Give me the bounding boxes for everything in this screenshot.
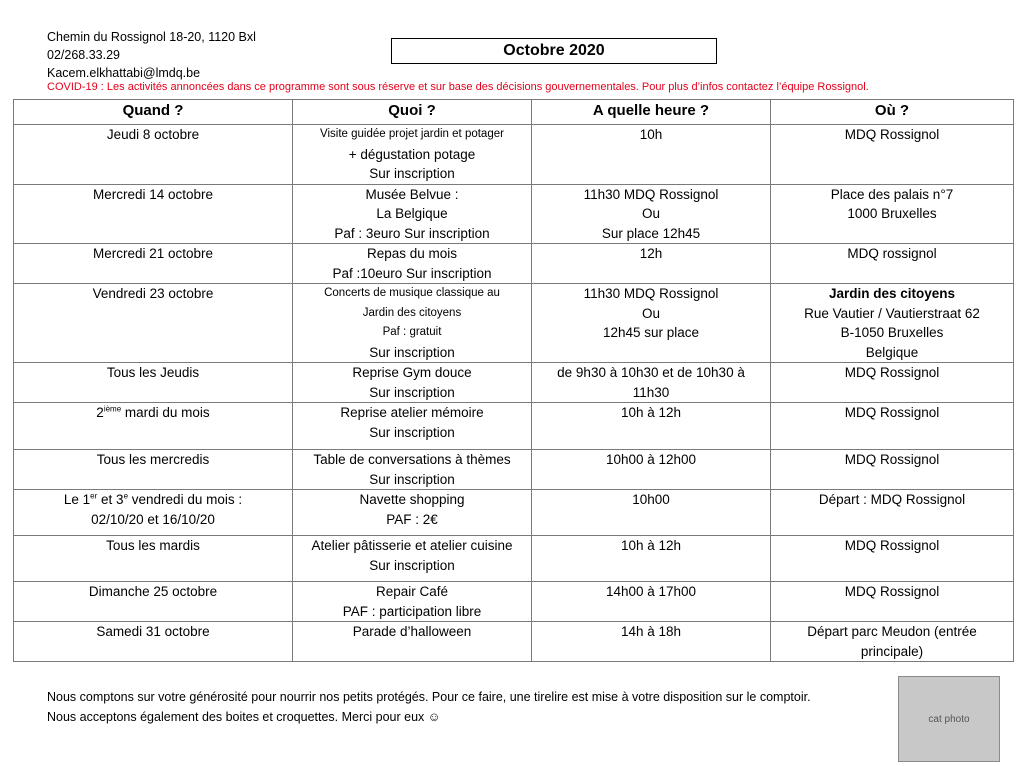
cell-text: Sur inscription	[369, 384, 455, 400]
header-address: Chemin du Rossignol 18-20, 1120 Bxl	[47, 30, 256, 44]
cell-quoi	[293, 125, 532, 185]
cell-text: MDQ Rossignol	[844, 365, 940, 380]
table-row	[14, 403, 1014, 450]
superscript: ième	[103, 404, 122, 414]
cell-text: Visite guidée projet jardin et potager	[320, 128, 504, 140]
column-header-quoi: Quoi ?	[293, 100, 532, 125]
cell-ou	[771, 450, 1014, 490]
cell-text: Départ : MDQ Rossignol	[818, 492, 966, 507]
cell-heure	[532, 284, 771, 363]
cell-text: 11h30 MDQ Rossignol	[583, 186, 719, 202]
cell-text: 12h	[639, 246, 663, 261]
covid-notice: COVID-19 : Les activités annoncées dans ce programme sont sous réserve et sur base des décisions gouvernementales. Pour plus d’infos contactez l’équipe Rossignol.	[47, 81, 869, 93]
cell-text: Paf : gratuit	[382, 326, 442, 338]
cell-text: Paf : 3euro Sur inscription	[334, 225, 490, 241]
cell-text: Jeudi 8 octobre	[106, 127, 200, 142]
cell-quand	[14, 450, 293, 490]
cell-text: MDQ Rossignol	[844, 127, 940, 142]
cell-text: Mercredi 21 octobre	[92, 246, 214, 261]
table-row	[14, 582, 1014, 622]
cell-text: Table de conversations à thèmes	[313, 452, 511, 467]
cell-text: 02/10/20 et 16/10/20	[91, 511, 215, 527]
cell-quand	[14, 403, 293, 450]
cell-text: Tous les mardis	[106, 538, 200, 553]
cell-text: MDQ Rossignol	[844, 584, 940, 599]
cell-text: 1000 Bruxelles	[847, 206, 937, 221]
cell-text: MDQ rossignol	[847, 246, 937, 261]
cell-text: Sur inscription	[369, 557, 455, 573]
cell-text: PAF : participation libre	[342, 603, 482, 619]
cell-text: Atelier pâtisserie et atelier cuisine	[311, 538, 513, 553]
cell-heure	[532, 536, 771, 582]
column-header-ou: Où ?	[771, 100, 1014, 125]
cell-text: Repair Café	[375, 584, 449, 599]
cell-ou	[771, 536, 1014, 582]
cell-text: Tous les mercredis	[96, 452, 210, 467]
table-row	[14, 490, 1014, 536]
cell-quoi	[293, 184, 532, 244]
cell-text: MDQ Rossignol	[844, 538, 940, 553]
cell-text: 11h30 MDQ Rossignol	[583, 286, 719, 301]
cell-quoi	[293, 582, 532, 622]
cell-ou	[771, 284, 1014, 363]
cell-text: 10h00 à 12h00	[605, 452, 697, 467]
cell-heure	[532, 363, 771, 403]
cell-quand	[14, 622, 293, 662]
cell-heure	[532, 125, 771, 185]
cell-text: 10h à 12h	[620, 538, 682, 553]
cell-quoi	[293, 284, 532, 363]
cell-text: 10h	[639, 127, 663, 142]
cell-heure	[532, 403, 771, 450]
cell-ou	[771, 622, 1014, 662]
cell-quand	[14, 284, 293, 363]
table-row	[14, 622, 1014, 662]
table-row	[14, 536, 1014, 582]
cell-heure	[532, 490, 771, 536]
cell-text: Musée Belvue :	[365, 186, 459, 202]
cell-text: Sur place 12h45	[601, 225, 701, 241]
cell-text: PAF : 2€	[386, 511, 438, 527]
superscript: er	[90, 491, 98, 501]
cell-quoi	[293, 490, 532, 536]
cell-text: Concerts de musique classique au	[324, 287, 500, 299]
cell-text: et 3	[97, 492, 124, 507]
cell-text: Repas du mois	[366, 246, 458, 261]
cell-text: principale)	[860, 643, 924, 659]
cell-ou	[771, 363, 1014, 403]
cell-heure	[532, 582, 771, 622]
cell-heure	[532, 622, 771, 662]
cell-quoi	[293, 363, 532, 403]
cell-text	[18, 403, 288, 423]
table-row	[14, 125, 1014, 185]
cell-text: Rue Vautier / Vautierstraat 62	[804, 305, 980, 321]
cell-ou	[771, 244, 1014, 284]
table-row	[14, 450, 1014, 490]
schedule-table	[13, 99, 1014, 662]
cell-text: 2	[96, 405, 104, 420]
cell-text: Navette shopping	[359, 492, 465, 507]
cell-text: Jardin des citoyens	[362, 306, 462, 319]
cell-heure	[532, 450, 771, 490]
cell-text: Le 1	[63, 492, 91, 507]
cell-text	[18, 490, 288, 510]
cell-quand	[14, 244, 293, 284]
cell-text: Paf :10euro Sur inscription	[332, 265, 492, 281]
cell-quoi	[293, 450, 532, 490]
superscript: e	[123, 491, 129, 501]
cell-ou	[771, 582, 1014, 622]
page-title: Octobre 2020	[391, 38, 717, 64]
cell-text: La Belgique	[376, 206, 448, 221]
table-row	[14, 244, 1014, 284]
cell-text: Belgique	[865, 344, 919, 360]
cell-text: Ou	[641, 305, 660, 321]
cell-ou	[771, 490, 1014, 536]
cell-text: Sur inscription	[369, 471, 455, 487]
cell-text: + dégustation potage	[348, 146, 476, 162]
cell-text: Sur inscription	[369, 166, 455, 181]
cell-text: Départ parc Meudon (entrée	[807, 624, 977, 639]
cell-heure	[532, 184, 771, 244]
cell-text: 14h à 18h	[620, 624, 682, 639]
column-header-quand: Quand ?	[14, 100, 293, 125]
cell-text: 12h45 sur place	[602, 325, 700, 340]
cell-text: 11h30	[632, 384, 670, 400]
cell-quand	[14, 536, 293, 582]
cat-photo: cat photo	[898, 676, 1000, 762]
cell-text: Sur inscription	[369, 424, 455, 440]
footer-donation-note: Nous comptons sur votre générosité pour nourrir nos petits protégés. Pour ce faire, une tirelire est mise à votre disposition sur le comptoir.	[47, 690, 811, 704]
cell-ou	[771, 403, 1014, 450]
cell-ou	[771, 125, 1014, 185]
cell-text: de 9h30 à 10h30 et de 10h30 à	[557, 365, 745, 380]
cell-quand	[14, 125, 293, 185]
cell-text: 10h à 12h	[620, 405, 682, 420]
cell-text: MDQ Rossignol	[844, 405, 940, 420]
footer-thanks-note: Nous acceptons également des boites et croquettes. Merci pour eux ☺	[47, 710, 441, 724]
column-header-heure: A quelle heure ?	[532, 100, 771, 125]
cell-text: Mercredi 14 octobre	[92, 186, 214, 202]
cell-text: Samedi 31 octobre	[96, 624, 210, 639]
cell-text: Reprise atelier mémoire	[340, 405, 484, 420]
cell-text: Sur inscription	[369, 344, 455, 360]
cell-quand	[14, 184, 293, 244]
header-email: Kacem.elkhattabi@lmdq.be	[47, 66, 201, 80]
cell-quoi	[293, 403, 532, 450]
cell-text: 10h00	[632, 492, 670, 507]
cell-text: B-1050 Bruxelles	[840, 325, 944, 340]
cell-text: Dimanche 25 octobre	[88, 584, 218, 599]
cell-quand	[14, 363, 293, 403]
table-row	[14, 184, 1014, 244]
cell-text: 14h00 à 17h00	[605, 584, 697, 599]
table-row	[14, 363, 1014, 403]
cell-text: Place des palais n°7	[830, 186, 954, 202]
cell-text: Jardin des citoyens	[828, 286, 956, 301]
cell-text: mardi du mois	[121, 405, 210, 420]
cell-quoi	[293, 536, 532, 582]
cell-ou	[771, 184, 1014, 244]
cell-text: Vendredi 23 octobre	[92, 286, 214, 301]
cell-text: Parade d’halloween	[352, 624, 472, 639]
cell-text: Reprise Gym douce	[352, 365, 472, 380]
cell-quand	[14, 490, 293, 536]
cell-text: Ou	[641, 206, 660, 221]
table-row	[14, 284, 1014, 363]
cell-quoi	[293, 622, 532, 662]
header-phone: 02/268.33.29	[47, 48, 120, 62]
cell-text: vendredi du mois :	[128, 492, 243, 507]
cell-text: MDQ Rossignol	[844, 452, 940, 467]
cell-heure	[532, 244, 771, 284]
cell-quoi	[293, 244, 532, 284]
table-header-row	[14, 100, 1014, 125]
cell-text: Tous les Jeudis	[106, 365, 200, 380]
cell-quand	[14, 582, 293, 622]
